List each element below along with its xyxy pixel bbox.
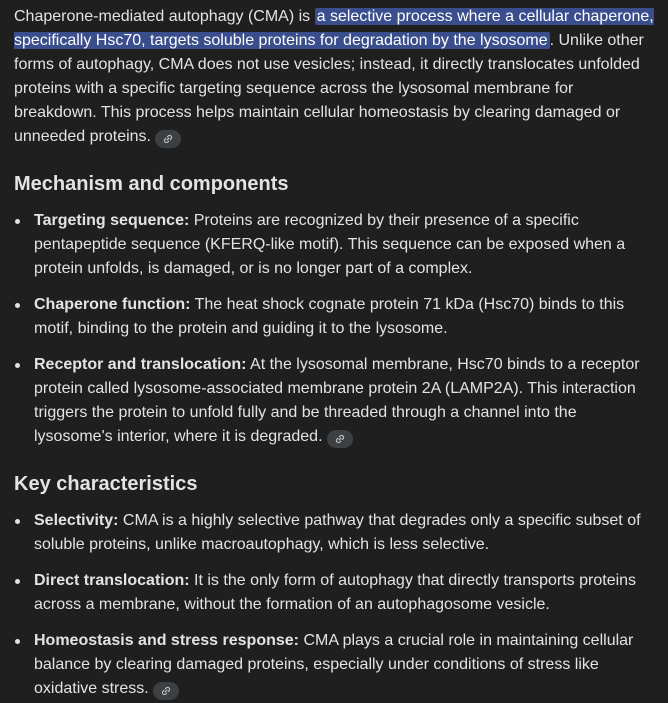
list-item-term: Receptor and translocation:	[34, 356, 247, 373]
list-item-term: Homeostasis and stress response:	[34, 632, 299, 649]
intro-text-before: Chaperone-mediated autophagy (CMA) is	[14, 8, 315, 25]
list-item	[14, 353, 654, 449]
list-item-text: It is the only form of autophagy that directly transports proteins across a membrane, without the formation of an autophagosome vesicle.	[34, 572, 637, 613]
list-item-text: Proteins are recognized by their presence of a specific pentapeptide sequence (KFERQ-like motif). This sequence can be exposed when a protein unfolds, is damaged, or is no longer part of a complex.	[34, 212, 626, 277]
list-item-term: Chaperone function:	[34, 296, 191, 313]
list-item-term: Selectivity:	[34, 512, 119, 529]
intro-paragraph	[14, 5, 654, 149]
list-item	[14, 569, 654, 617]
characteristics-list	[14, 509, 654, 701]
list-item	[14, 629, 654, 701]
link-icon	[161, 686, 171, 696]
link-icon	[163, 134, 173, 144]
list-item-text: At the lysosomal membrane, Hsc70 binds to a receptor protein called lysosome-associated membrane protein 2A (LAMP2A). This interaction triggers the protein to unfold fully and be threaded through a channel into the lysosome's interior, where it is degraded.	[34, 356, 640, 445]
selected-text-highlight[interactable]: a selective process where a cellular chaperone, specifically Hsc70, targets soluble proteins for degradation by the lysosome	[14, 8, 654, 49]
list-item-text: The heat shock cognate protein 71 kDa (Hsc70) binds to this motif, binding to the protein and guiding it to the lysosome.	[34, 296, 625, 337]
list-item-term: Targeting sequence:	[34, 212, 190, 229]
section-heading-mechanism: Mechanism and components	[14, 173, 289, 195]
list-item-term: Direct translocation:	[34, 572, 190, 589]
source-link-chip[interactable]	[327, 430, 353, 448]
list-item	[14, 209, 654, 281]
list-item	[14, 293, 654, 341]
source-link-chip[interactable]	[153, 682, 179, 700]
list-item-text: CMA plays a crucial role in maintaining cellular balance by clearing damaged proteins, especially under conditions of stress like oxidative stress.	[34, 632, 634, 697]
section-heading-characteristics: Key characteristics	[14, 473, 198, 495]
mechanism-list	[14, 209, 654, 449]
link-icon	[335, 434, 345, 444]
intro-text-after: . Unlike other forms of autophagy, CMA does not use vesicles; instead, it directly translocates unfolded proteins with a specific targeting sequence across the lysosomal membrane for breakdown. This process helps maintain cellular homeostasis by clearing damaged or unneeded proteins.	[14, 32, 644, 145]
list-item-text: CMA is a highly selective pathway that degrades only a specific subset of soluble proteins, unlike macroautophagy, which is less selective.	[34, 512, 641, 553]
source-link-chip[interactable]	[155, 130, 181, 148]
list-item	[14, 509, 654, 557]
